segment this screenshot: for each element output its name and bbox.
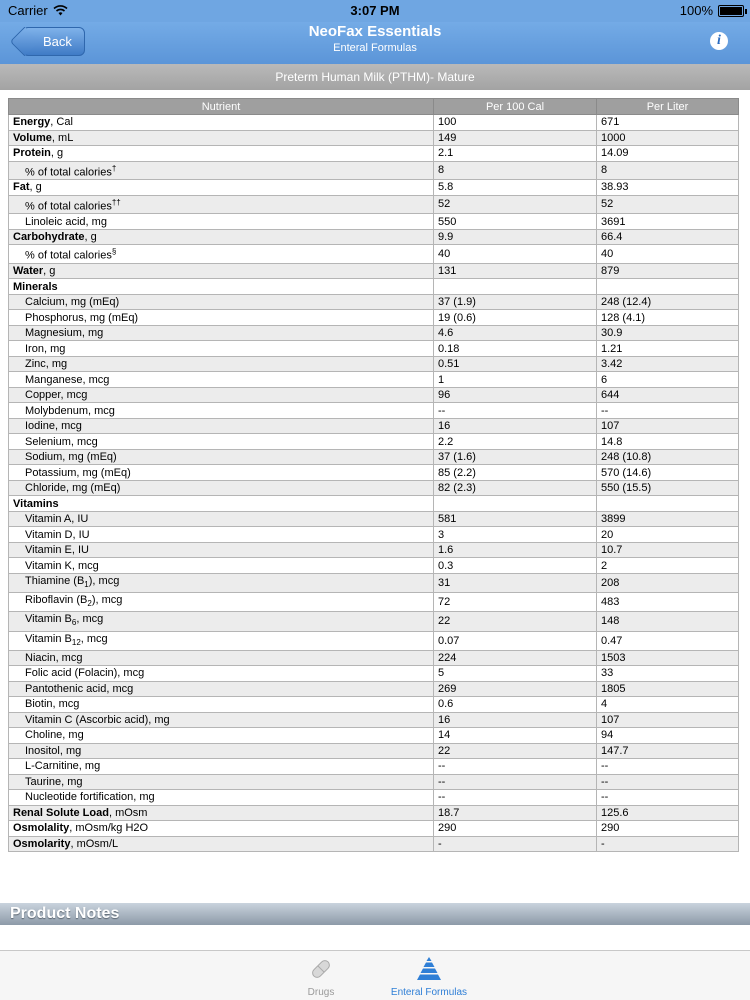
table-row xyxy=(9,325,739,341)
per-liter-cell: 52 xyxy=(597,195,739,214)
per-100-cal-cell: 0.6 xyxy=(434,697,597,713)
per-liter-cell xyxy=(597,279,739,295)
table-row xyxy=(9,805,739,821)
per-100-cal-cell: 550 xyxy=(434,214,597,230)
table-row xyxy=(9,180,739,196)
per-100-cal-cell: 581 xyxy=(434,511,597,527)
nutrient-label: Vitamin D, IU xyxy=(25,528,90,541)
table-row xyxy=(9,372,739,388)
per-liter-cell: 125.6 xyxy=(597,805,739,821)
nutrient-label: Vitamin K, mcg xyxy=(25,559,99,572)
per-liter-cell: 20 xyxy=(597,527,739,543)
table-row xyxy=(9,511,739,527)
per-100-cal-cell: 0.3 xyxy=(434,558,597,574)
table-row xyxy=(9,130,739,146)
per-liter-cell: 1503 xyxy=(597,650,739,666)
per-liter-cell: 10.7 xyxy=(597,542,739,558)
per-liter-cell: 94 xyxy=(597,728,739,744)
nutrient-label: % of total calories xyxy=(25,166,112,179)
per-100-cal-cell: 149 xyxy=(434,130,597,146)
nutrient-table xyxy=(8,98,739,852)
tab-bar xyxy=(0,950,750,1000)
per-100-cal-cell xyxy=(434,496,597,512)
table-row xyxy=(9,403,739,419)
per-liter-cell: 33 xyxy=(597,666,739,682)
page-subtitle: Enteral Formulas xyxy=(333,42,417,54)
nutrient-label: % of total calories xyxy=(25,249,112,262)
nutrient-unit: , mcg xyxy=(76,613,104,626)
per-liter-cell: 4 xyxy=(597,697,739,713)
per-liter-cell: 30.9 xyxy=(597,325,739,341)
nutrient-cell xyxy=(9,161,434,180)
nutrient-cell xyxy=(9,558,434,574)
nutrient-cell xyxy=(9,115,434,131)
product-notes-header[interactable] xyxy=(0,903,750,925)
nutrient-label: , Cal xyxy=(50,116,73,129)
carrier-label: Carrier xyxy=(8,3,48,18)
per-liter-cell: 879 xyxy=(597,263,739,279)
per-100-cal-cell: 96 xyxy=(434,387,597,403)
nutrient-cell xyxy=(9,480,434,496)
nutrient-name: Energy xyxy=(13,116,51,129)
nutrient-cell xyxy=(9,245,434,264)
footnote-mark: † xyxy=(111,163,117,173)
nav-bar xyxy=(0,22,750,64)
per-100-cal-cell: - xyxy=(434,836,597,852)
per-liter-cell: - xyxy=(597,836,739,852)
nutrient-cell xyxy=(9,372,434,388)
table-row xyxy=(9,279,739,295)
table-row xyxy=(9,836,739,852)
nutrient-unit: ), mcg xyxy=(88,574,120,587)
per-100-cal-cell: 4.6 xyxy=(434,325,597,341)
per-liter-cell: 148 xyxy=(597,612,739,631)
per-liter-cell: 38.93 xyxy=(597,180,739,196)
header-nutrient: Nutrient xyxy=(9,99,434,115)
per-liter-cell: -- xyxy=(597,759,739,775)
nutrient-label: Niacin, mcg xyxy=(25,651,83,664)
nutrient-label: , mOsm/kg H2O xyxy=(69,822,149,835)
nav-title-group xyxy=(0,22,750,54)
nutrient-cell xyxy=(9,325,434,341)
table-row xyxy=(9,356,739,372)
table-row xyxy=(9,774,739,790)
table-row xyxy=(9,593,739,612)
table-row xyxy=(9,759,739,775)
per-100-cal-cell: -- xyxy=(434,774,597,790)
per-100-cal-cell: 3 xyxy=(434,527,597,543)
nutrient-label: Chloride, mg (mEq) xyxy=(25,482,121,495)
nutrient-label: Copper, mcg xyxy=(25,389,88,402)
per-100-cal-cell: 0.18 xyxy=(434,341,597,357)
nutrient-label: , mL xyxy=(51,131,74,144)
per-100-cal-cell: 131 xyxy=(434,263,597,279)
table-row xyxy=(9,666,739,682)
nutrient-label: Sodium, mg (mEq) xyxy=(25,451,117,464)
table-row xyxy=(9,728,739,744)
table-row xyxy=(9,245,739,264)
tab-enteral-formulas[interactable] xyxy=(374,955,484,998)
nutrient-cell xyxy=(9,403,434,419)
per-100-cal-cell: -- xyxy=(434,790,597,806)
nutrient-cell xyxy=(9,650,434,666)
table-row xyxy=(9,496,739,512)
nutrient-cell xyxy=(9,279,434,295)
per-liter-cell: 248 (12.4) xyxy=(597,294,739,310)
per-100-cal-cell: -- xyxy=(434,759,597,775)
table-row xyxy=(9,229,739,245)
nutrient-label: Riboflavin (B xyxy=(25,594,88,607)
per-100-cal-cell: -- xyxy=(434,403,597,419)
per-liter-cell: 248 (10.8) xyxy=(597,449,739,465)
per-liter-cell: 483 xyxy=(597,593,739,612)
per-100-cal-cell: 5.8 xyxy=(434,180,597,196)
nutrient-label: Selenium, mcg xyxy=(25,435,98,448)
table-row xyxy=(9,527,739,543)
nutrient-label: Linoleic acid, mg xyxy=(25,215,107,228)
nutrient-table-container xyxy=(8,98,738,852)
per-100-cal-cell: 14 xyxy=(434,728,597,744)
nutrient-cell xyxy=(9,759,434,775)
nutrient-cell xyxy=(9,821,434,837)
nutrient-cell xyxy=(9,774,434,790)
table-row xyxy=(9,650,739,666)
nutrient-cell xyxy=(9,527,434,543)
info-icon[interactable]: i xyxy=(710,32,728,50)
nutrient-label: Inositol, mg xyxy=(25,744,82,757)
nutrient-label: , g xyxy=(50,147,64,160)
nutrient-cell xyxy=(9,542,434,558)
table-row xyxy=(9,146,739,162)
table-row xyxy=(9,294,739,310)
nutrient-label: Vitamin E, IU xyxy=(25,544,89,557)
nutrient-label: Taurine, mg xyxy=(25,775,83,788)
nutrient-label: Phosphorus, mg (mEq) xyxy=(25,311,139,324)
per-100-cal-cell: 2.1 xyxy=(434,146,597,162)
tab-enteral-label: Enteral Formulas xyxy=(390,987,468,998)
nutrient-cell xyxy=(9,214,434,230)
nutrient-label: Vitamin B xyxy=(25,613,72,626)
nutrient-label: Potassium, mg (mEq) xyxy=(25,466,131,479)
nutrient-label: Vitamin A, IU xyxy=(25,513,89,526)
nutrient-name: Volume xyxy=(13,131,52,144)
table-row xyxy=(9,697,739,713)
battery-group xyxy=(680,3,744,18)
per-liter-cell: 3899 xyxy=(597,511,739,527)
per-100-cal-cell: 9.9 xyxy=(434,229,597,245)
per-liter-cell: 550 (15.5) xyxy=(597,480,739,496)
status-time: 3:07 PM xyxy=(350,3,400,18)
per-liter-cell: 107 xyxy=(597,418,739,434)
nutrient-cell xyxy=(9,434,434,450)
nutrient-name: Protein xyxy=(13,147,51,160)
per-100-cal-cell: 5 xyxy=(434,666,597,682)
pyramid-icon xyxy=(414,955,444,983)
per-100-cal-cell: 1.6 xyxy=(434,542,597,558)
table-row xyxy=(9,263,739,279)
per-100-cal-cell: 0.07 xyxy=(434,631,597,650)
per-liter-cell: 1805 xyxy=(597,681,739,697)
subscript: 1 xyxy=(84,580,89,590)
per-liter-cell: 147.7 xyxy=(597,743,739,759)
nutrient-label: L-Carnitine, mg xyxy=(25,760,101,773)
nutrient-name: Minerals xyxy=(13,280,58,293)
nutrient-cell xyxy=(9,146,434,162)
nutrient-label: Molybdenum, mcg xyxy=(25,404,115,417)
nutrient-cell xyxy=(9,712,434,728)
table-row xyxy=(9,195,739,214)
nutrient-label: , mOsm/L xyxy=(70,837,119,850)
nutrient-cell xyxy=(9,790,434,806)
nutrient-label: Pantothenic acid, mcg xyxy=(25,682,134,695)
nutrient-cell xyxy=(9,310,434,326)
nutrient-cell xyxy=(9,593,434,612)
footnote-mark: § xyxy=(111,247,117,257)
nutrient-label: , mOsm xyxy=(108,806,148,819)
nutrient-name: Water xyxy=(13,265,44,278)
per-liter-cell: 128 (4.1) xyxy=(597,310,739,326)
footnote-mark: †† xyxy=(111,197,121,207)
nutrient-cell xyxy=(9,229,434,245)
nutrient-cell xyxy=(9,805,434,821)
nutrient-cell xyxy=(9,511,434,527)
per-liter-cell: 644 xyxy=(597,387,739,403)
nutrient-cell xyxy=(9,612,434,631)
per-100-cal-cell: 85 (2.2) xyxy=(434,465,597,481)
table-row xyxy=(9,449,739,465)
nutrient-cell xyxy=(9,681,434,697)
per-liter-cell: 1.21 xyxy=(597,341,739,357)
table-row xyxy=(9,310,739,326)
nutrient-cell xyxy=(9,666,434,682)
nutrient-label: Nucleotide fortification, mg xyxy=(25,791,155,804)
status-bar xyxy=(0,0,750,22)
per-liter-cell: 1000 xyxy=(597,130,739,146)
per-liter-cell: -- xyxy=(597,774,739,790)
table-row xyxy=(9,418,739,434)
per-100-cal-cell: 16 xyxy=(434,418,597,434)
nutrient-cell xyxy=(9,387,434,403)
header-per-100-cal: Per 100 Cal xyxy=(434,99,597,115)
nutrient-label: Folic acid (Folacin), mcg xyxy=(25,667,145,680)
per-liter-cell: 6 xyxy=(597,372,739,388)
per-100-cal-cell: 0.51 xyxy=(434,356,597,372)
nutrient-cell xyxy=(9,836,434,852)
nutrient-cell xyxy=(9,263,434,279)
nutrient-cell xyxy=(9,743,434,759)
per-100-cal-cell: 100 xyxy=(434,115,597,131)
nutrient-cell xyxy=(9,418,434,434)
nutrient-cell xyxy=(9,573,434,592)
per-liter-cell: 40 xyxy=(597,245,739,264)
per-liter-cell: 671 xyxy=(597,115,739,131)
nutrient-cell xyxy=(9,294,434,310)
per-liter-cell: 3.42 xyxy=(597,356,739,372)
per-100-cal-cell: 19 (0.6) xyxy=(434,310,597,326)
tab-drugs[interactable] xyxy=(266,955,376,998)
battery-percent: 100% xyxy=(679,3,713,18)
per-liter-cell xyxy=(597,496,739,512)
nutrient-unit: ), mcg xyxy=(91,594,123,607)
per-100-cal-cell: 72 xyxy=(434,593,597,612)
per-liter-cell: 208 xyxy=(597,573,739,592)
nutrient-name: Osmolality xyxy=(13,822,70,835)
nutrient-cell xyxy=(9,180,434,196)
nutrient-label: Biotin, mcg xyxy=(25,698,80,711)
nutrient-label: Vitamin C (Ascorbic acid), mg xyxy=(25,713,170,726)
table-header-row xyxy=(9,99,739,115)
per-liter-cell: 107 xyxy=(597,712,739,728)
nutrient-cell xyxy=(9,130,434,146)
header-per-liter: Per Liter xyxy=(597,99,739,115)
table-row xyxy=(9,712,739,728)
per-100-cal-cell: 22 xyxy=(434,743,597,759)
table-row xyxy=(9,573,739,592)
per-100-cal-cell: 22 xyxy=(434,612,597,631)
nutrient-label: Zinc, mg xyxy=(25,358,68,371)
nutrient-name: Renal Solute Load xyxy=(13,806,109,819)
table-row xyxy=(9,480,739,496)
nutrient-name: Osmolarity xyxy=(13,837,71,850)
nutrient-label: Calcium, mg (mEq) xyxy=(25,296,120,309)
table-row xyxy=(9,542,739,558)
table-row xyxy=(9,681,739,697)
battery-icon xyxy=(718,5,744,17)
per-100-cal-cell: 31 xyxy=(434,573,597,592)
nutrient-cell xyxy=(9,449,434,465)
table-row xyxy=(9,387,739,403)
per-100-cal-cell: 37 (1.9) xyxy=(434,294,597,310)
per-100-cal-cell: 290 xyxy=(434,821,597,837)
nutrient-label: , g xyxy=(84,231,97,244)
nutrient-label: Vitamin B xyxy=(25,632,72,645)
nutrient-cell xyxy=(9,631,434,650)
page-title: NeoFax Essentials xyxy=(308,23,442,40)
per-liter-cell: -- xyxy=(597,403,739,419)
nutrient-name: Vitamins xyxy=(13,497,59,510)
nutrient-label: , g xyxy=(29,181,42,194)
nutrient-label: Manganese, mcg xyxy=(25,373,110,386)
nutrient-label: Iron, mg xyxy=(25,342,66,355)
per-liter-cell: 8 xyxy=(597,161,739,180)
per-100-cal-cell: 269 xyxy=(434,681,597,697)
nutrient-label: Choline, mg xyxy=(25,729,84,742)
pill-icon xyxy=(307,955,335,983)
nutrient-label: Magnesium, mg xyxy=(25,327,104,340)
table-body xyxy=(9,115,739,852)
per-100-cal-cell: 224 xyxy=(434,650,597,666)
nutrient-label: Thiamine (B xyxy=(25,574,85,587)
per-liter-cell: 2 xyxy=(597,558,739,574)
nutrient-cell xyxy=(9,728,434,744)
per-100-cal-cell: 16 xyxy=(434,712,597,728)
per-100-cal-cell: 37 (1.6) xyxy=(434,449,597,465)
table-row xyxy=(9,558,739,574)
per-100-cal-cell: 8 xyxy=(434,161,597,180)
per-liter-cell: 3691 xyxy=(597,214,739,230)
per-liter-cell: 14.09 xyxy=(597,146,739,162)
table-row xyxy=(9,341,739,357)
table-row xyxy=(9,161,739,180)
nutrient-name: Fat xyxy=(13,181,30,194)
subscript: 6 xyxy=(71,618,77,628)
table-row xyxy=(9,115,739,131)
product-notes-label: Product Notes xyxy=(10,905,120,922)
table-row xyxy=(9,612,739,631)
nutrient-cell xyxy=(9,356,434,372)
per-100-cal-cell: 18.7 xyxy=(434,805,597,821)
back-button[interactable] xyxy=(22,27,85,56)
table-row xyxy=(9,821,739,837)
table-row xyxy=(9,465,739,481)
table-row xyxy=(9,434,739,450)
per-liter-cell: -- xyxy=(597,790,739,806)
per-liter-cell: 290 xyxy=(597,821,739,837)
nutrient-label: , g xyxy=(43,265,56,278)
table-row xyxy=(9,743,739,759)
nutrient-cell xyxy=(9,697,434,713)
nutrient-unit: , mcg xyxy=(80,632,108,645)
nutrient-cell xyxy=(9,465,434,481)
table-row xyxy=(9,790,739,806)
table-row xyxy=(9,631,739,650)
per-100-cal-cell: 1 xyxy=(434,372,597,388)
per-liter-cell: 66.4 xyxy=(597,229,739,245)
nutrient-label: Iodine, mcg xyxy=(25,420,82,433)
nutrient-name: Carbohydrate xyxy=(13,231,85,244)
subscript: 12 xyxy=(71,637,81,647)
per-liter-cell: 14.8 xyxy=(597,434,739,450)
nutrient-label: % of total calories xyxy=(25,200,112,213)
per-100-cal-cell: 82 (2.3) xyxy=(434,480,597,496)
per-100-cal-cell: 40 xyxy=(434,245,597,264)
table-row xyxy=(9,214,739,230)
per-100-cal-cell: 2.2 xyxy=(434,434,597,450)
nutrient-cell xyxy=(9,341,434,357)
per-100-cal-cell xyxy=(434,279,597,295)
per-liter-cell: 0.47 xyxy=(597,631,739,650)
back-button-label: Back xyxy=(43,34,72,49)
per-liter-cell: 570 (14.6) xyxy=(597,465,739,481)
nutrient-cell xyxy=(9,195,434,214)
subscript: 2 xyxy=(87,599,92,609)
nutrient-cell xyxy=(9,496,434,512)
formula-title: Preterm Human Milk (PTHM)- Mature xyxy=(0,64,750,90)
tab-drugs-label: Drugs xyxy=(307,987,335,998)
per-100-cal-cell: 52 xyxy=(434,195,597,214)
